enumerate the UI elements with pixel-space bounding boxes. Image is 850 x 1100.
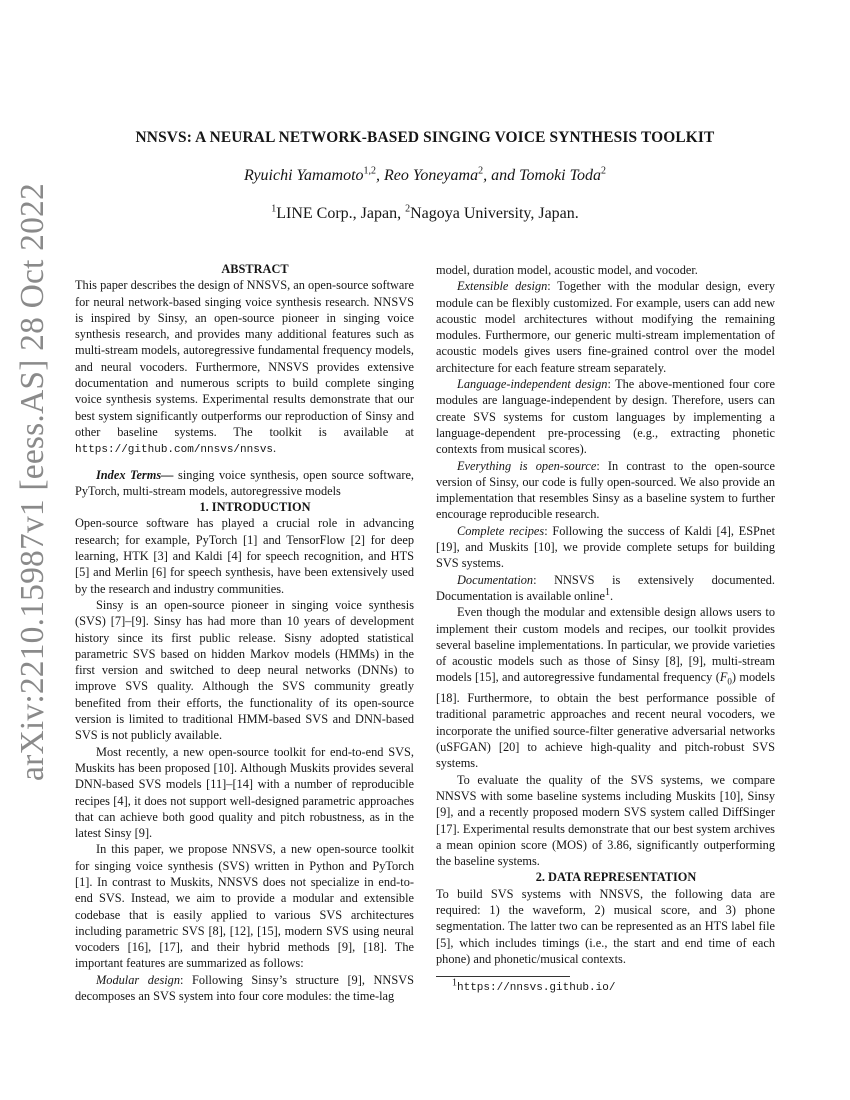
data-representation-heading: 2. DATA REPRESENTATION (535, 870, 697, 885)
f0-symbol: F (719, 670, 728, 685)
abstract-end: . (273, 441, 277, 456)
extensible-design-label: Extensible design (457, 279, 548, 294)
author-3: and Tomoki Toda (491, 167, 602, 184)
language-independent-paragraph (436, 376, 775, 457)
author-2: Reo Yoneyama (384, 167, 479, 184)
modular-design-text: : Following Sinsy’s structure [9], NNSVS decomposes an SVS system into four core modules: the time-lag (75, 972, 414, 1004)
author-1: Ryuichi Yamamoto (243, 167, 364, 184)
complete-recipes-text: : Following the success of Kaldi [4], ESPnet [19], and Muskits [10], we provide complete setups for building SVS systems. (436, 523, 776, 571)
open-source-paragraph (436, 458, 775, 523)
intro-heading: 1. INTRODUCTION (199, 500, 311, 515)
intro-paragraph-3: Most recently, a new open-source toolkit for end-to-end SVS, Muskits has been proposed [10]. Although Muskits provides several DNN-based SVS models [11]–[14] with a number of reproducible recipes [4], it does not support well-designed parametric approaches that can achieve both good quality and pitch robustness, as in the latest Sinsy [9]. (75, 744, 414, 841)
affil-2-marker: 2 (405, 203, 411, 215)
abstract-heading: ABSTRACT (221, 262, 289, 276)
baseline-text-b: ) models [18]. Furthermore, to obtain the best performance possible of traditional parametric approaches and recent neural vocoders, we incorporate the unified source-filter generative adversarial networks (uSFGAN) [20] to achieve high-quality and pitch-robust SVS systems. (436, 670, 775, 771)
language-independent-text: : The above-mentioned four core modules are language-independent by design. Therefore, users can create SVS systems for custom languages by implementing a language-dependent pre-processing (e.g., extracting phonetic contexts from musical scores). (436, 377, 775, 457)
baseline-text-a: Even though the modular and extensible design allows users to implement their custom models and recipes, our toolkit provides several baseline implementations. In particular, we provide varieties of acoustic models such as those of Sinsy [8], [9], multi-stream models [15], and autoregressive fundamental frequency ( (436, 605, 775, 685)
open-source-label: Everything is open-source (457, 458, 597, 473)
intro-paragraph-4: In this paper, we propose NNSVS, a new open-source toolkit for singing voice synthesis (SVS) written in Python and PyTorch [1]. In contrast to Muskits, NNSVS does not specialize in end-to-end SVS. Instead, we aim to provide a modular and extensible codebase that is easily applied to various SVS architectures including parametric SVS [8], [12], [15], modern SVS using neural vocoders [16], [17], and their hybrid methods [9], [18]. The important features are summarized as follows: (75, 842, 414, 971)
modular-design-label: Modular design (96, 972, 181, 987)
index-terms-label: Index Terms— (96, 467, 174, 482)
author-2-affil: 2 (478, 165, 484, 177)
left-column (75, 261, 414, 1004)
evaluation-paragraph: To evaluate the quality of the SVS systems, we compare NNSVS with some baseline systems including Muskits [10], Sinsy [9], and a recently proposed modern SVS system called DiffSinger [17]. Experimental results demonstrate that our best system archives a mean opinion score (MOS) of 3.86, significantly outperforming the baseline systems. (436, 772, 775, 869)
documentation-paragraph (436, 572, 775, 605)
intro-paragraph-1: Open-source software has played a crucial role in advancing research; for example, PyTorch [1] and TensorFlow [2] for deep learning, HTK [3] and Kaldi [4] for speech recognition, and HTS [5] and Merlin [6] for speech synthesis, have been extensively used by the research and industry communities. (75, 516, 414, 596)
author-line: Ryuichi Yamamoto$^{1,2}$, Reo Yoneyama$^2$, and Tomoki Toda$^2$ (243, 165, 607, 184)
abstract-text (75, 277, 414, 458)
extensible-design-paragraph (436, 278, 775, 376)
arxiv-stamp-text: arXiv:2210.15987v1 [eess.AS] 28 Oct 2022 (14, 183, 51, 781)
abstract-body: This paper describes the design of NNSVS, an open-source software for neural network-based singing voice synthesis research. NNSVS is inspired by Sinsy, an open-source pioneer in singing voice synthesis research, and provides many additional features such as multi-stream models, autoregressive fundamental frequency models, and neural vocoders. Furthermore, NNSVS provides extensive documentation and numerous scripts to build complete singing voice synthesis systems. Experimental results demonstrate that our best system significantly outperforms our reproduction of Sinsy and other baseline systems. The toolkit is available at (75, 278, 414, 439)
complete-recipes-paragraph (436, 523, 775, 572)
documentation-text: : NNSVS is extensively documented. Documentation is available online (436, 572, 775, 603)
language-independent-label: Language-independent design (457, 377, 608, 392)
index-terms-text: singing voice synthesis, open source software, PyTorch, multi-stream models, autoregressive models (75, 467, 415, 498)
github-link[interactable]: https://github.com/nnsvs/nnsvs (75, 444, 274, 457)
author-1-affil: 1,2 (363, 165, 377, 177)
footnote (436, 977, 775, 995)
affil-1: LINE Corp., Japan, (276, 205, 402, 222)
extensible-design-text: : Together with the modular design, every module can be flexibly customized. For example, users can add new acoustic model architectures without modifying the remaining modules. Furthermore, our generic multi-stream implementation of acoustic models gives users fine-grained control over the model architecture for each feature stream separately. (436, 279, 775, 375)
baseline-paragraph (436, 604, 775, 771)
documentation-label: Documentation (457, 572, 534, 587)
author-3-affil: 2 (601, 165, 607, 177)
footnote-marker: 1 (605, 586, 610, 598)
complete-recipes-label: Complete recipes (457, 523, 545, 538)
footnote-link[interactable]: https://nnsvs.github.io/ (457, 982, 616, 995)
data-representation-text: To build SVS systems with NNSVS, the following data are required: 1) the waveform, 2) musical score, and 3) phone segmentation. The latter two can be represented as an HTS label file [5], which includes timings (i.e., the start and end time of each phone) and phonetic/musical contexts. (436, 886, 775, 966)
intro-paragraph-2: Sinsy is an open-source pioneer in singing voice synthesis (SVS) [7]–[9]. Sinsy has had more than 10 years of development history since its first public release. Sisny adopted statistical parametric SVS based on hidden Markov models (HMMs) in the first version and switched to deep neural networks (DNNs) to improve SVS quality. Although the SVS community greatly benefited from their efforts, the functionality of its open-source version is limited to traditional HMM-based SVS and DNN-based SVS is not publicly available. (75, 597, 414, 743)
footnote-number: 1 (452, 977, 457, 989)
continued-text: model, duration model, acoustic model, and vocoder. (436, 263, 698, 277)
f0-subscript: 0 (727, 676, 732, 687)
affiliation-line (0, 205, 850, 223)
index-terms (75, 467, 414, 500)
affil-2: Nagoya University, Japan. (410, 205, 579, 222)
paper-title: NNSVS: A NEURAL NETWORK-BASED SINGING VOICE SYNTHESIS TOOLKIT (135, 129, 715, 146)
right-column (436, 262, 775, 995)
open-source-text: : In contrast to the open-source version of Sinsy, our code is fully open-sourced. We also provide an implementation that resembles Sinsy as a baseline system to further encourage reproducible research. (436, 458, 775, 522)
documentation-end: . (610, 588, 614, 603)
intro-paragraph-5 (75, 972, 414, 1005)
affil-1-marker: 1 (271, 203, 277, 215)
arxiv-stamp (12, 183, 54, 781)
